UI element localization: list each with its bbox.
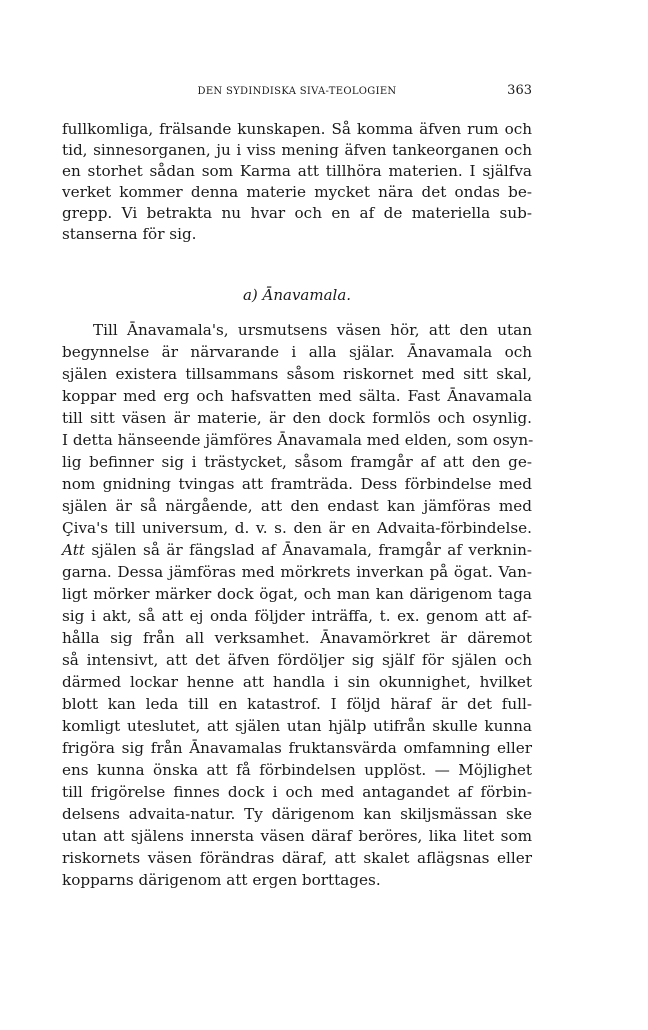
text-line: riskornets väsen förändras däraf, att skalet aflägsnas eller (62, 849, 532, 867)
text-line: utan att själens innersta väsen däraf beröres, lika litet som (62, 827, 532, 845)
text-fragment: själen så är fängslad af Ānavamala, framgår af verknin- (84, 541, 532, 559)
text-line: stanserna för sig. (62, 225, 197, 243)
text-line: hålla sig från all verksamhet. Ānavamörkret är däremot (62, 629, 532, 647)
text-line: tid, sinnesorganen, ju i viss mening äfven tankeorganen och (62, 141, 532, 159)
text-line: frigöra sig från Ānavamalas fruktansvärda omfamning eller (62, 739, 532, 757)
text-line: grepp. Vi betrakta nu hvar och en af de materiella sub- (62, 204, 532, 222)
section-heading: a) Ānavamala. (242, 286, 352, 304)
text-line: verket kommer denna materie mycket nära det ondas be- (62, 183, 532, 201)
emphasis-word: Att (62, 541, 85, 559)
page-number: 363 (507, 83, 532, 98)
text-line: begynnelse är närvarande i alla själar. Ānavamala och (62, 343, 532, 361)
text-line: till sitt väsen är materie, är den dock formlös och osynlig. (62, 409, 532, 427)
text-line: ligt mörker märker dock ögat, och man kan därigenom taga (62, 585, 532, 603)
text-line: så intensivt, att det äfven fördöljer sig själf för själen och (62, 651, 532, 669)
text-line: fullkomliga, frälsande kunskapen. Så komma äfven rum och (62, 120, 532, 138)
text-line: delsens advaita-natur. Ty därigenom kan skiljsmässan ske (62, 805, 532, 823)
text-line: Till Ānavamala's, ursmutsens väsen hör, att den utan (93, 321, 532, 339)
text-line: komligt uteslutet, att själen utan hjälp utifrån skulle kunna (62, 717, 532, 735)
page-header (62, 83, 532, 103)
text-line: lig befinner sig i trästycket, såsom framgår af att den ge- (62, 453, 532, 471)
text-line: själen existera tillsammans såsom riskornet med sitt skal, (62, 365, 532, 383)
text-line: garna. Dessa jämföras med mörkrets inverkan på ögat. Van- (62, 563, 532, 581)
text-line: blott kan leda till en katastrof. I följd häraf är det full- (62, 695, 532, 713)
text-line: koppar med erg och hafsvatten med sälta. Fast Ānavamala (62, 387, 532, 405)
text-line: nom gnidning tvingas att framträda. Dess förbindelse med (62, 475, 532, 493)
text-line: kopparns därigenom att ergen borttages. (62, 871, 381, 889)
text-line: därmed lockar henne att handla i sin okunnighet, hvilket (62, 673, 532, 691)
running-title: DEN SYDINDISKA SIVA-TEOLOGIEN (197, 86, 397, 97)
text-line: Çiva's till universum, d. v. s. den är en Advaita-förbindelse. (62, 519, 532, 537)
text-line: till frigörelse finnes dock i och med antagandet af förbin- (62, 783, 532, 801)
text-line: I detta hänseende jämföres Ānavamala med elden, som osyn- (62, 431, 534, 449)
text-line: själen är så närgående, att den endast kan jämföras med (62, 497, 532, 515)
text-line (62, 540, 532, 560)
text-line: ens kunna önska att få förbindelsen upplöst. — Möjlighet (62, 761, 532, 779)
text-line: en storhet sådan som Karma att tillhöra materien. I själfva (62, 162, 532, 180)
text-line: sig i akt, så att ej onda följder inträffa, t. ex. genom att af- (62, 607, 532, 625)
